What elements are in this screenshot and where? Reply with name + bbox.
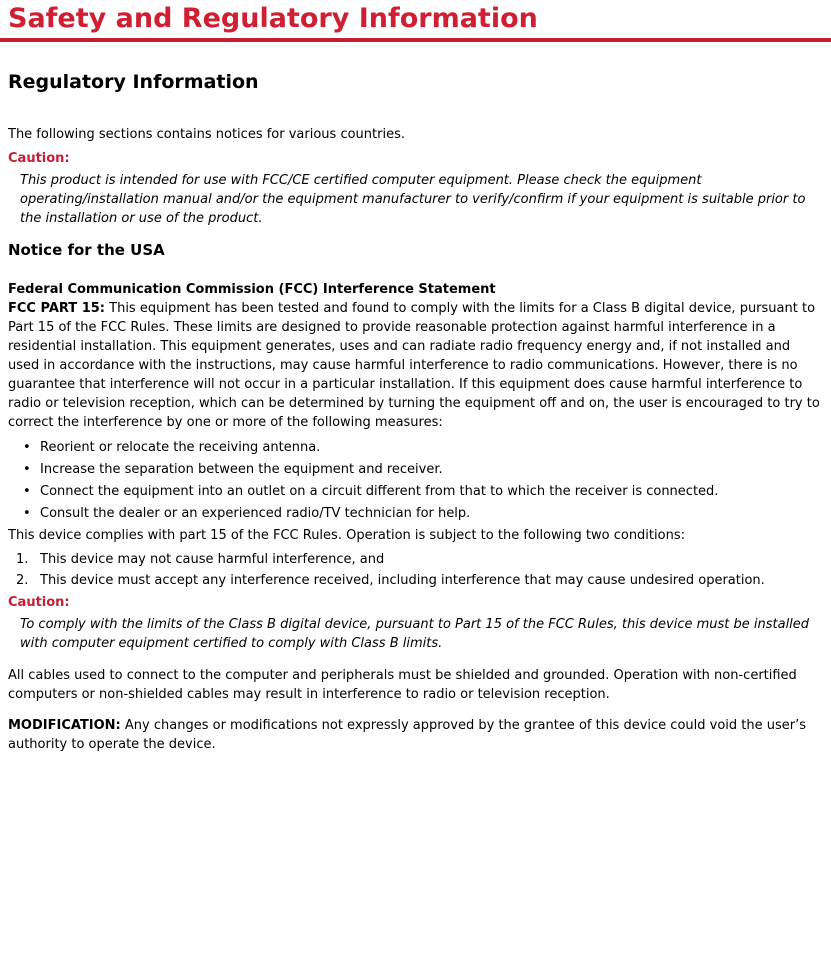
caution-label: Caution: [8,151,70,166]
list-item-text: This device must accept any interference received, including interference that may cause undesired operation. [40,573,765,588]
modification-label: MODIFICATION: [8,718,121,733]
section-title: Regulatory Information [8,71,259,93]
list-item [23,438,823,457]
title-divider [0,38,831,42]
measures-list [8,438,823,523]
list-item [23,460,823,479]
intro-text: The following sections contains notices for various countries. [8,127,405,142]
list-item-text: This device may not cause harmful interference, and [40,552,385,567]
list-item-text: Connect the equipment into an outlet on a circuit different from that to which the receiver is connected. [40,484,719,499]
fcc-part15-label: FCC PART 15: [8,301,105,316]
list-item-number: 2. [16,573,29,588]
caution-text: To comply with the limits of the Class B digital device, pursuant to Part 15 of the FCC Rules, this device must be installed with computer equipment certified to comply with Class B limits. [20,617,810,651]
conditions-list [8,550,823,590]
list-item [16,571,823,590]
compliance-text: This device complies with part 15 of the FCC Rules. Operation is subject to the following two conditions: [8,528,685,543]
list-item-number: 1. [16,552,29,567]
bullet-icon: • [23,484,31,499]
caution-text: This product is intended for use with FCC/CE certified computer equipment. Please check the equipment operating/installation manual and/or the equipment manufacturer to verify/confirm if your equipment is suitable prior to the installation or use of the product. [20,173,806,226]
bullet-icon: • [23,506,31,521]
list-item-text: Reorient or relocate the receiving antenna. [40,440,321,455]
list-item-text: Increase the separation between the equipment and receiver. [40,462,443,477]
caution-label: Caution: [8,595,70,610]
list-item-text: Consult the dealer or an experienced radio/TV technician for help. [40,506,471,521]
fcc-paragraph [8,299,823,432]
fcc-paragraph-text: This equipment has been tested and found to comply with the limits for a Class B digital device, pursuant to Part 15 of the FCC Rules. These limits are designed to provide reasonable protection against harmful interference in a residential installation. This equipment generates, uses and can radiate radio frequency energy and, if not installed and used in accordance with the instructions, may cause harmful interference to radio communications. However, there is no guarantee that interference will not occur in a particular installation. If this equipment does cause harmful interference to radio or television reception, which can be determined by turning the equipment off and on, the user is encouraged to try to correct the interference by one or more of the following measures: [8,301,820,430]
list-item [23,482,823,501]
fcc-statement-heading: Federal Communication Commission (FCC) Interference Statement [8,282,496,297]
list-item [16,550,823,569]
modification-paragraph [8,716,823,754]
bullet-icon: • [23,440,31,455]
usa-notice-heading: Notice for the USA [8,241,165,259]
modification-text: Any changes or modifications not expressly approved by the grantee of this device could void the user’s authority to operate the device. [8,718,806,752]
list-item [23,504,823,523]
page-title: Safety and Regulatory Information [8,3,538,34]
bullet-icon: • [23,462,31,477]
cables-text: All cables used to connect to the computer and peripherals must be shielded and grounded. Operation with non-certified computers or non-shielded cables may result in interference to radio or television reception. [8,668,797,702]
